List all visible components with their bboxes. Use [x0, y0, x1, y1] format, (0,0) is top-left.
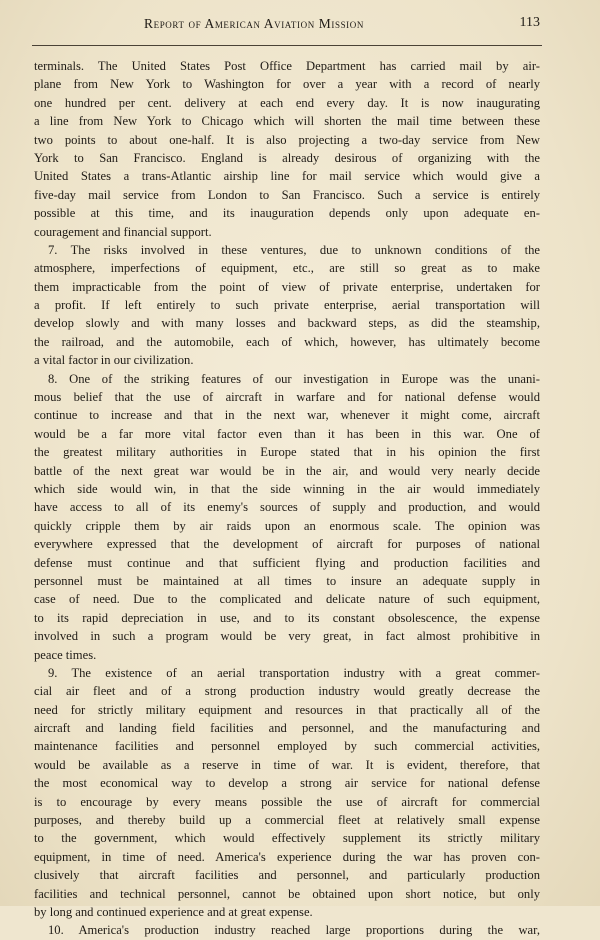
text-line: equipment, in time of need. America's experience during the war has proven con- — [34, 849, 540, 864]
text-line: a profit. If left entirely to such private enterprise, aerial transportation will — [34, 298, 540, 313]
text-line: couragement and financial support. — [34, 224, 212, 239]
text-line: personnel must be maintained at all times to insure an adequate supply in — [34, 573, 540, 588]
page-number: 113 — [519, 15, 540, 30]
text-line: 8. One of the striking features of our investigation in Europe was the unani- — [48, 371, 540, 386]
text-line: cial air fleet and of a strong production industry would greatly decrease the — [34, 684, 540, 699]
text-line: two points to about one-half. It is also projecting a two-day service from New — [34, 132, 540, 147]
header-rule — [32, 45, 542, 46]
text-line: United States a trans-Atlantic airship line for mail service which would give a — [34, 169, 540, 184]
text-line: to its rapid depreciation in use, and to its constant obsolescence, the expense — [34, 610, 540, 625]
text-line: terminals. The United States Post Office Department has carried mail by air- — [34, 59, 540, 73]
text-line: purposes, and thereby build up a commercial fleet at relatively small expense — [34, 813, 540, 828]
text-line: York to San Francisco. England is already desirous of organizing with the — [34, 150, 540, 165]
text-line: facilities and technical personnel, cannot be obtained upon short notice, but only — [34, 886, 540, 901]
text-line: which side would win, in that the side winning in the air would immediately — [34, 481, 540, 496]
text-line: case of need. Due to the complicated and delicate nature of such equipment, — [34, 592, 540, 607]
page-header — [34, 14, 540, 38]
text-line: a vital factor in our civilization. — [34, 353, 194, 368]
text-line: 10. America's production industry reached large proportions during the war, — [48, 923, 540, 938]
running-head: Report of American Aviation Mission — [144, 16, 364, 31]
text-line: is to encourage by every means possible the use of aircraft for commercial — [34, 794, 540, 809]
text-line: five-day mail service from London to San Francisco. Such a service is entirely — [34, 187, 540, 202]
text-line: one hundred per cent. delivery at each end every day. It is now inaugurating — [34, 95, 540, 110]
text-line: involved in such a program would be very great, in fact almost prohibitive in — [34, 629, 540, 644]
text-line: battle of the next great war would be in the air, and would very nearly decide — [34, 463, 540, 478]
text-line: defense must continue and that sufficient flying and production facilities and — [34, 555, 540, 570]
text-line: need for strictly military equipment and resources in that practically all of the — [34, 702, 540, 717]
text-line: have access to all of its enemy's sources of supply and production, and would — [34, 500, 540, 515]
text-line: continue to increase and that in the next war, whenever it might come, aircraft — [34, 408, 540, 423]
text-line: peace times. — [34, 647, 97, 662]
text-line: by long and continued experience and at great expense. — [34, 904, 313, 919]
text-line: clusively that aircraft facilities and personnel, and particularly production — [34, 868, 540, 883]
text-line: atmosphere, imperfections of equipment, etc., are still so great as to make — [34, 261, 540, 276]
text-line: the most economical way to develop a strong air service for national defense — [34, 776, 540, 791]
text-line: them impracticable from the point of view of private enterprise, undertaken for — [34, 279, 540, 294]
body-text — [34, 57, 540, 940]
text-line: the greatest military authorities in Europe stated that in his opinion the first — [34, 445, 540, 460]
text-line: mous belief that the use of aircraft in warfare and for national defense would — [34, 390, 540, 405]
text-line: would be available as a reserve in time of war. It is evident, therefore, that — [34, 757, 540, 772]
text-line: quickly cripple them by air raids upon an enormous scale. The opinion was — [34, 518, 540, 533]
text-line: maintenance facilities and personnel employed by such commercial activities, — [34, 739, 540, 754]
text-line: everywhere expressed that the development of aircraft for purposes of national — [34, 537, 540, 552]
text-line: develop slowly and with many losses and backward steps, as did the steamship, — [34, 316, 540, 331]
text-line: aircraft and landing field facilities and personnel, and the manufacturing and — [34, 721, 540, 736]
text-line: possible at this time, and its inauguration depends only upon adequate en- — [34, 206, 540, 221]
text-line: to the government, which would effectively supplement its strictly military — [34, 831, 540, 846]
text-line: a line from New York to Chicago which will shorten the mail time between these — [34, 114, 540, 129]
text-line: would be a far more vital factor even than it has been in this war. One of — [34, 426, 540, 441]
text-line: 7. The risks involved in these ventures, due to unknown conditions of the — [48, 242, 540, 257]
text-line: 9. The existence of an aerial transportation industry with a great commer- — [48, 665, 540, 680]
text-line: the railroad, and the automobile, each of which, however, has ultimately become — [34, 334, 540, 349]
text-line: plane from New York to Washington for over a year with a record of nearly — [34, 77, 540, 92]
